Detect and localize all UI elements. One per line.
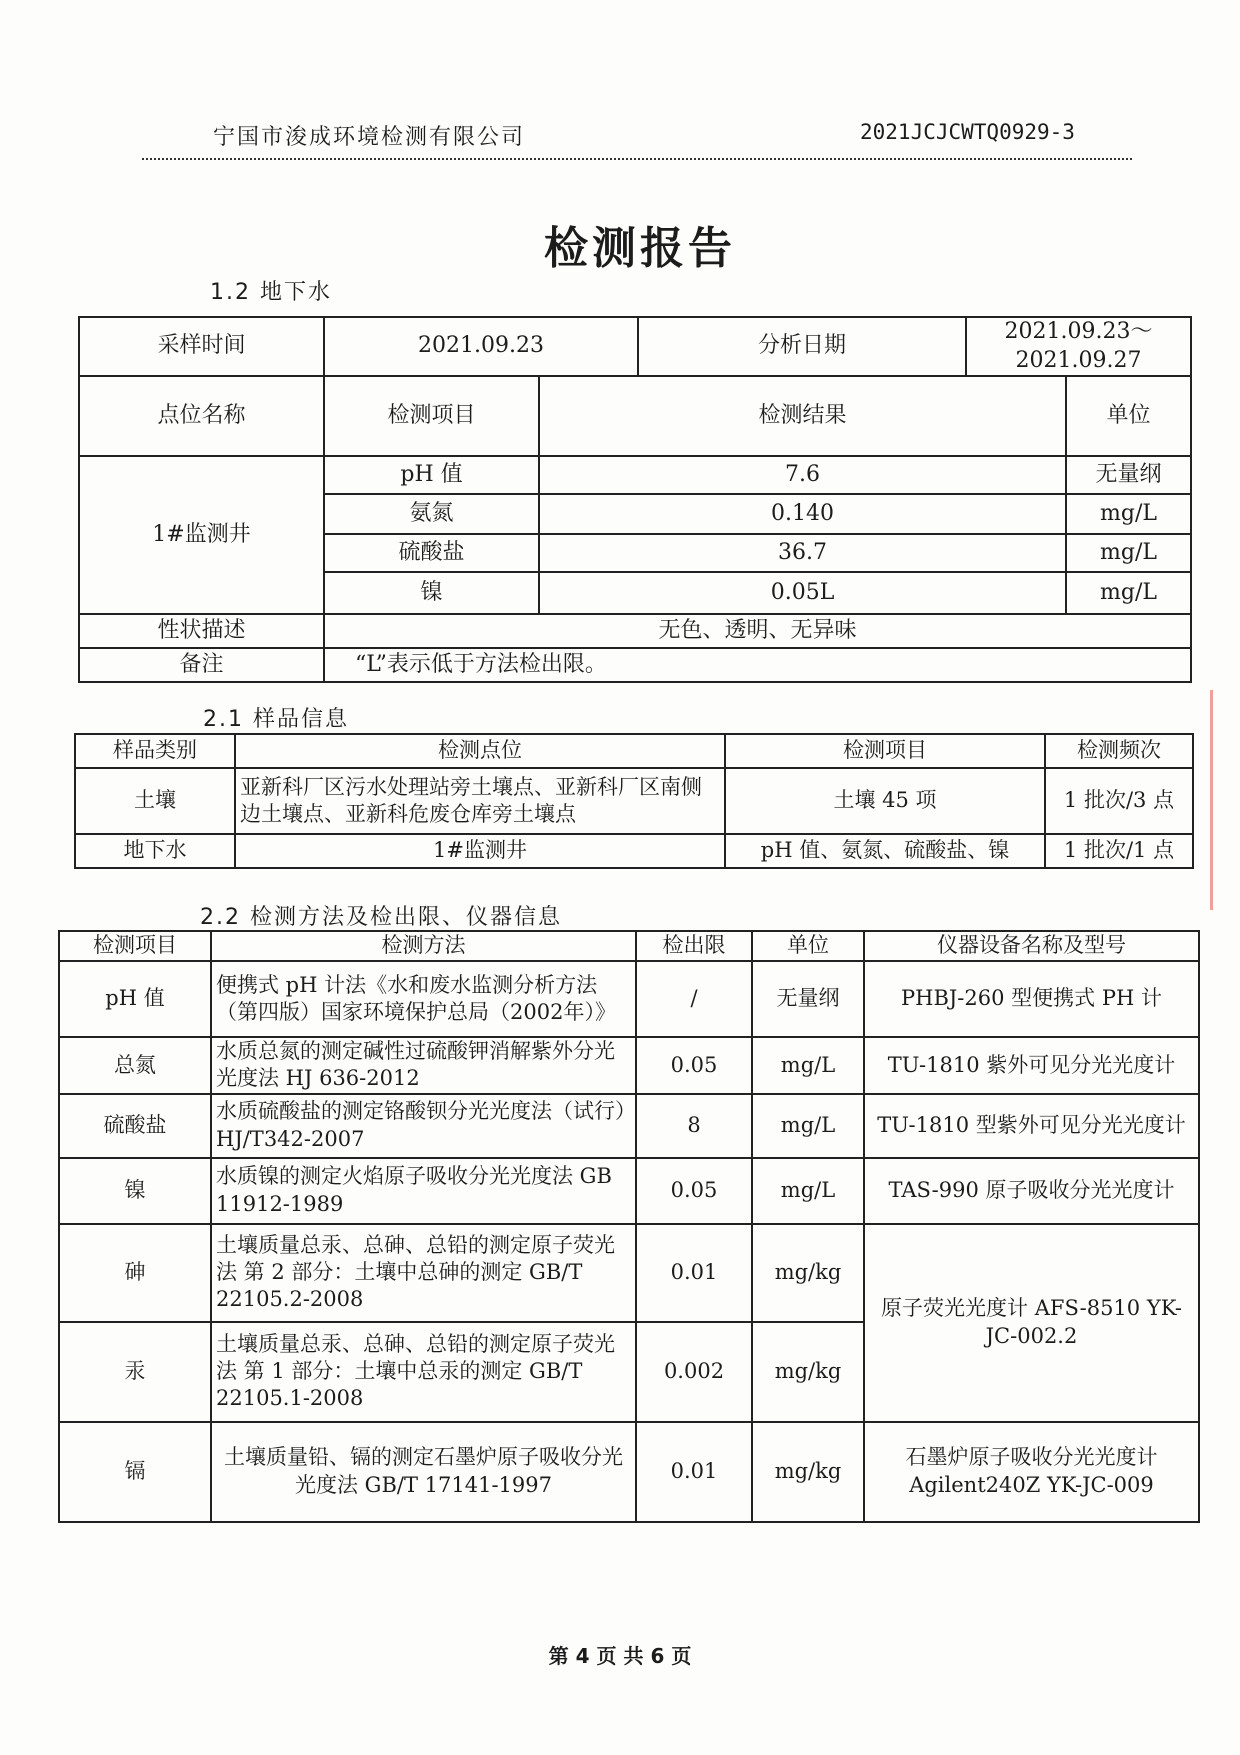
sample-info-header: 样品类别 [75,734,235,768]
red-seal-edge [1210,690,1240,910]
sampling-time-label: 采样时间 [79,317,324,376]
method-item: 硫酸盐 [59,1094,211,1158]
sample-info-header: 检测项目 [725,734,1045,768]
sampling-time-value: 2021.09.23 [324,317,638,376]
methods-header: 检出限 [636,931,752,961]
description-label: 性状描述 [79,614,324,648]
result-unit: mg/L [1066,534,1191,572]
method-instrument: TU-1810 紫外可见分光光度计 [864,1037,1199,1094]
method-unit: mg/L [752,1094,864,1158]
header-divider [142,158,1132,160]
col-unit: 单位 [1066,376,1191,456]
result-value: 36.7 [539,534,1066,572]
result-item: 镍 [324,572,539,614]
result-unit: mg/L [1066,572,1191,614]
method-instrument-shared: 原子荧光光度计 AFS-8510 YK-JC-002.2 [864,1224,1199,1422]
method-text: 便携式 pH 计法《水和废水监测分析方法（第四版）国家环境保护总局（2002年）》 [211,961,636,1037]
method-text: 土壤质量总汞、总砷、总铅的测定原子荧光法 第 1 部分：土壤中总汞的测定 GB/T 22105.1-2008 [211,1322,636,1422]
methods-header: 仪器设备名称及型号 [864,931,1199,961]
methods-header: 检测项目 [59,931,211,961]
sample-items: 土壤 45 项 [725,768,1045,834]
method-limit: 0.01 [636,1224,752,1322]
result-value: 7.6 [539,456,1066,494]
methods-header: 检测方法 [211,931,636,961]
method-item: 镍 [59,1158,211,1224]
method-instrument: 石墨炉原子吸收分光光度计 Agilent240Z YK-JC-009 [864,1422,1199,1522]
method-text: 水质总氮的测定碱性过硫酸钾消解紫外分光光度法 HJ 636-2012 [211,1037,636,1094]
col-test-item: 检测项目 [324,376,539,456]
result-item: 氨氮 [324,494,539,534]
section-heading-1-2: 1.2 地下水 [210,280,332,305]
methods-table [58,930,1200,1523]
method-limit: 8 [636,1094,752,1158]
report-number: 2021JCJCWTQ0929-3 [860,120,1075,144]
method-unit: 无量纲 [752,961,864,1037]
sample-frequency: 1 批次/3 点 [1045,768,1193,834]
sample-info-header: 检测频次 [1045,734,1193,768]
result-item: 硫酸盐 [324,534,539,572]
method-unit: mg/kg [752,1422,864,1522]
sample-category: 土壤 [75,768,235,834]
sample-points: 亚新科厂区污水处理站旁土壤点、亚新科厂区南侧边土壤点、亚新科危废仓库旁土壤点 [235,768,725,834]
method-item: 镉 [59,1422,211,1522]
method-item: 砷 [59,1224,211,1322]
method-instrument: TU-1810 型紫外可见分光光度计 [864,1094,1199,1158]
methods-header: 单位 [752,931,864,961]
method-text: 土壤质量总汞、总砷、总铅的测定原子荧光法 第 2 部分：土壤中总砷的测定 GB/T 22105.2-2008 [211,1224,636,1322]
description-value: 无色、透明、无异味 [324,614,1191,648]
sample-items: pH 值、氨氮、硫酸盐、镍 [725,834,1045,868]
monitoring-point: 1#监测井 [79,456,324,614]
section-heading-2-1: 2.1 样品信息 [203,707,349,732]
method-unit: mg/L [752,1037,864,1094]
method-item: 总氮 [59,1037,211,1094]
analysis-date-label: 分析日期 [638,317,966,376]
result-unit: 无量纲 [1066,456,1191,494]
method-text: 水质硫酸盐的测定铬酸钡分光光度法（试行）HJ/T342-2007 [211,1094,636,1158]
method-limit: 0.002 [636,1322,752,1422]
method-text: 水质镍的测定火焰原子吸收分光光度法 GB 11912-1989 [211,1158,636,1224]
method-limit: / [636,961,752,1037]
method-instrument: PHBJ-260 型便携式 PH 计 [864,961,1199,1037]
sample-info-header: 检测点位 [235,734,725,768]
sample-info-table [74,733,1194,869]
method-unit: mg/L [752,1158,864,1224]
result-value: 0.05L [539,572,1066,614]
analysis-date-value: 2021.09.23～2021.09.27 [966,317,1191,376]
result-unit: mg/L [1066,494,1191,534]
note-label: 备注 [79,648,324,682]
method-item: 汞 [59,1322,211,1422]
groundwater-results-table [78,316,1192,683]
method-text: 土壤质量铅、镉的测定石墨炉原子吸收分光光度法 GB/T 17141-1997 [211,1422,636,1522]
method-limit: 0.05 [636,1158,752,1224]
result-item: pH 值 [324,456,539,494]
method-limit: 0.01 [636,1422,752,1522]
method-item: pH 值 [59,961,211,1037]
sample-frequency: 1 批次/1 点 [1045,834,1193,868]
sample-category: 地下水 [75,834,235,868]
sample-points: 1#监测井 [235,834,725,868]
col-test-result: 检测结果 [539,376,1066,456]
col-point-name: 点位名称 [79,376,324,456]
result-value: 0.140 [539,494,1066,534]
method-unit: mg/kg [752,1224,864,1322]
company-name: 宁国市浚成环境检测有限公司 [213,125,526,150]
page-number: 第 4 页 共 6 页 [548,1644,692,1668]
section-heading-2-2: 2.2 检测方法及检出限、仪器信息 [200,905,562,930]
page-title: 检测报告 [544,223,736,274]
method-unit: mg/kg [752,1322,864,1422]
method-instrument: TAS-990 原子吸收分光光度计 [864,1158,1199,1224]
method-limit: 0.05 [636,1037,752,1094]
note-value: “L”表示低于方法检出限。 [324,648,1191,682]
